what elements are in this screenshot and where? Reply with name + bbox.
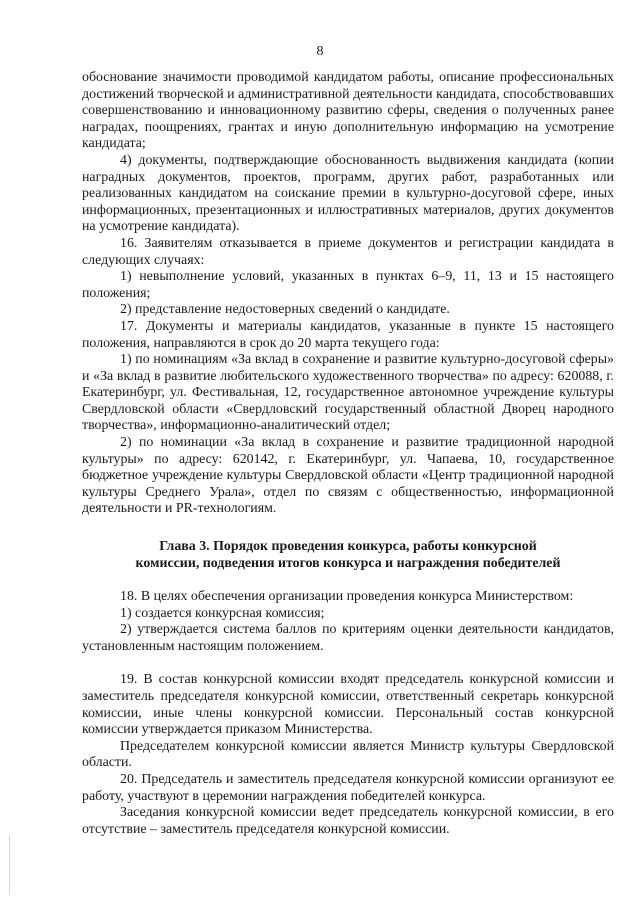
paragraph-item-4-documents: 4) документы, подтверждающие обоснованность выдвижения кандидата (копии наградных документов, проектов, программ, других работ, разработанных или реализованных кандидатом на соискание премии в культурно-досуговой сфере, иных информационных, презентационных и иллюстративных материалов, других документов на усмотрение кандидата).	[82, 152, 614, 235]
paragraph-16: 16. Заявителям отказывается в приеме документов и регистрации кандидата в следующих случаях:	[82, 235, 614, 268]
scan-edge-line	[9, 835, 10, 895]
paragraph-18-item-1: 1) создается конкурсная комиссия;	[120, 605, 325, 621]
paragraph-20-meetings: Заседания конкурсной комиссии ведет председатель конкурсной комиссии, в его отсутствие – заместитель председателя конкурсной комиссии.	[82, 805, 614, 837]
paragraph-18: 18. В целях обеспечения организации проведения конкурса Министерством:	[120, 589, 574, 605]
paragraph-19: 19. В состав конкурсной комиссии входят председатель конкурсной комиссии и заместитель председателя конкурсной комиссии, ответственный секретарь конкурсной комиссии, иные члены конкурсной комиссии. Персональный состав конкурсной комиссии утверждается приказом Министерства.	[82, 672, 614, 738]
paragraph-16-item-2: 2) представление недостоверных сведений о кандидате.	[120, 302, 450, 318]
document-body	[82, 70, 614, 838]
chapter-heading-line-2: комиссии, подведения итогов конкурса и награждения победителей	[135, 556, 561, 572]
paragraph-19-chairman: Председателем конкурсной комиссии является Министр культуры Свердловской области.	[82, 738, 614, 771]
page-number: 8	[316, 44, 324, 59]
paragraph-continuation: обоснование значимости проводимой кандидатом работы, описание профессиональных достижений творческой и административной деятельности кандидата, способствовавших совершенствованию и инновационному развитию сферы, сведения о полученных ранее наградах, поощрениях, грантах и иную дополнительную информацию на усмотрение кандидата;	[82, 70, 614, 152]
paragraph-18-item-2: 2) утверждается система баллов по критериям оценки деятельности кандидатов, установленным настоящим положением.	[82, 622, 614, 654]
paragraph-17: 17. Документы и материалы кандидатов, указанные в пункте 15 настоящего положения, направляются в срок до 20 марта текущего года:	[82, 318, 614, 351]
paragraph-20: 20. Председатель и заместитель председателя конкурсной комиссии организуют ее работу, участвуют в церемонии награждения победителей конкурса.	[82, 771, 614, 804]
chapter-heading-line-1: Глава 3. Порядок проведения конкурса, работы конкурсной	[159, 539, 537, 555]
paragraph-16-item-1: 1) невыполнение условий, указанных в пунктах 6–9, 11, 13 и 15 настоящего положения;	[82, 269, 614, 301]
paragraph-17-item-2: 2) по номинации «За вклад в сохранение и развитие традиционной народной культуры» по адресу: 620142, г. Екатеринбург, ул. Чапаева, 10, государственное бюджетное учреждение культуры Свердловской области «Центр традиционной народной культуры Среднего Урала», отдел по связям с общественностью, информационной деятельности и PR-технологиям.	[82, 435, 614, 517]
paragraph-17-item-1: 1) по номинациям «За вклад в сохранение и развитие культурно-досуговой сферы» и «За вклад в развитие любительского художественного творчества» по адресу: 620088, г. Екатеринбург, ул. Фестивальная, 12, государственное автономное учреждение культуры Свердловской области «Свердловский государственный областной Дворец народного творчества», информационно-аналитический отдел;	[82, 352, 614, 434]
